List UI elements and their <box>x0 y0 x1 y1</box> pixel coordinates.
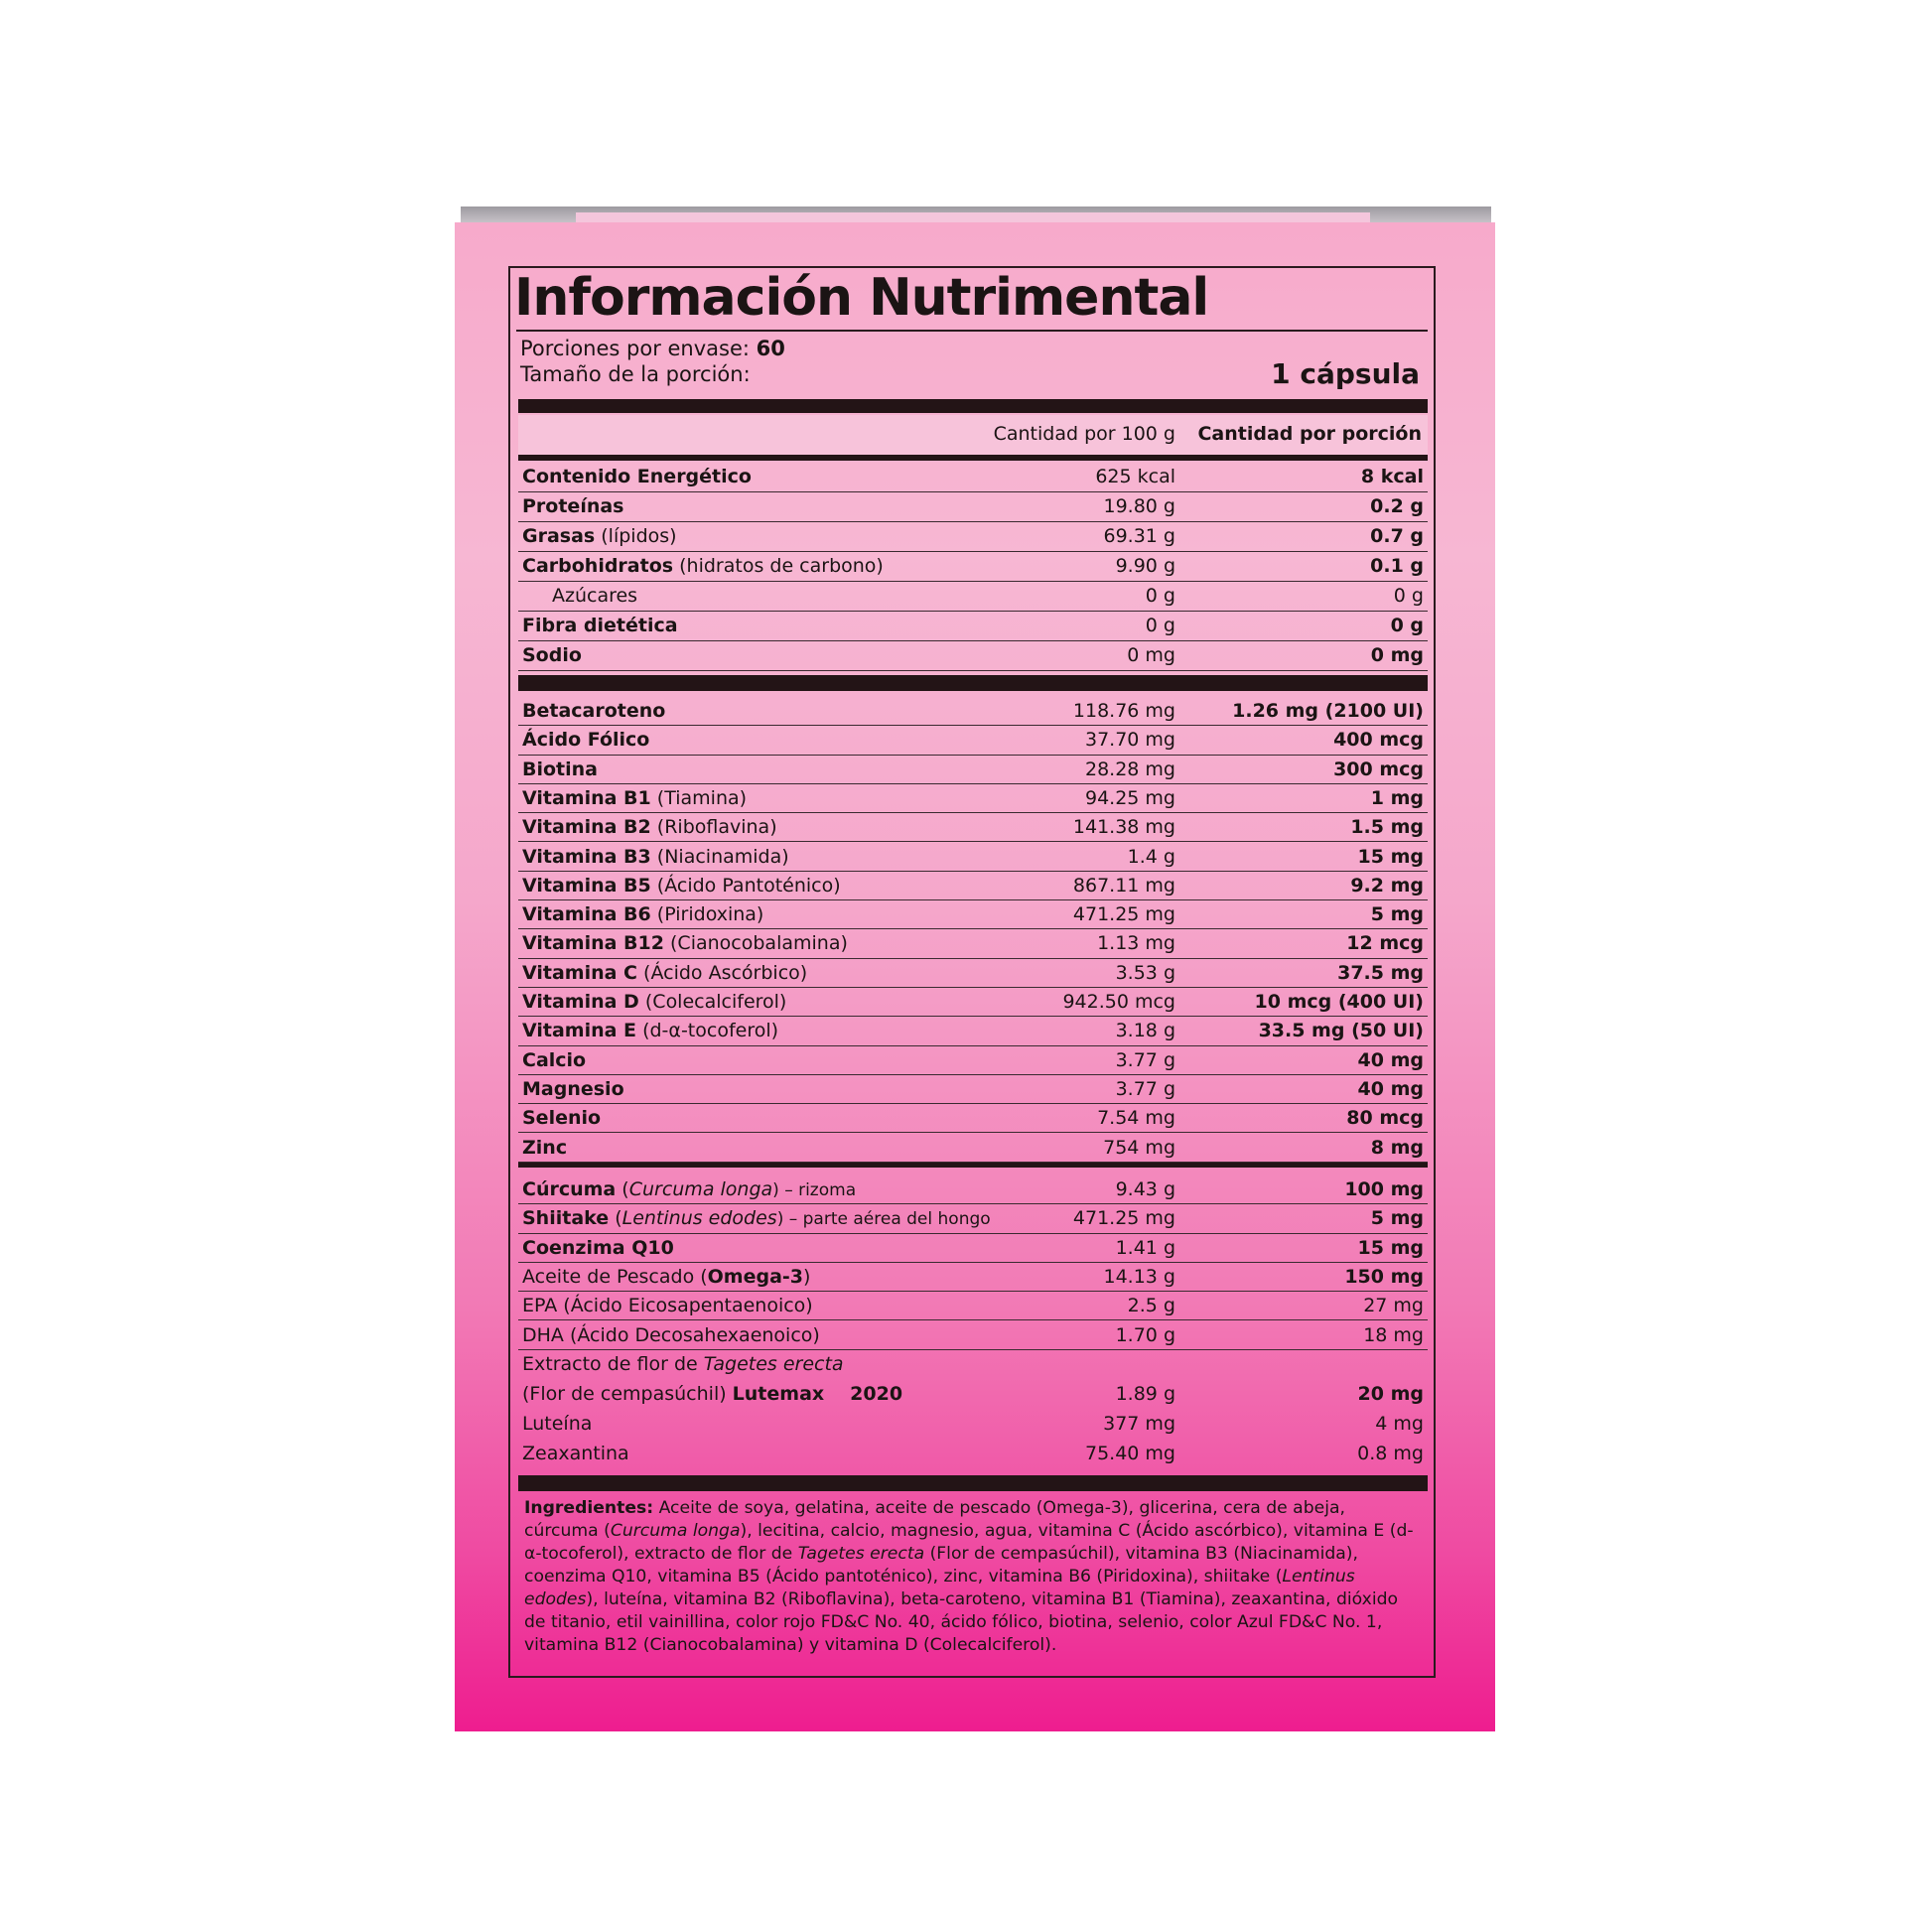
amount-per-100g: 1.13 mg <box>1097 932 1175 955</box>
nutrient-name <box>522 700 665 722</box>
nutrient-name <box>522 1237 674 1259</box>
nutrient-detail: (Flor de cempasúchil) <box>522 1382 733 1405</box>
nutrient-name <box>522 816 777 838</box>
amount-per-serving: 400 mcg <box>1333 729 1424 752</box>
nutrient-name <box>522 729 649 751</box>
amount-per-100g: 754 mg <box>1103 1136 1175 1159</box>
amount-per-serving: 15 mg <box>1357 1236 1424 1259</box>
amount-per-100g: 377 mg <box>1103 1412 1175 1435</box>
label-title: Información Nutrimental <box>514 268 1209 328</box>
amount-per-serving: 0.1 g <box>1370 555 1424 577</box>
nutrient-row <box>518 492 1428 522</box>
nutrient-row <box>518 1410 1428 1440</box>
nutrient-detail: ) <box>803 1265 811 1288</box>
ingredients-segment: ), luteína, vitamina B2 (Riboflavina), beta-caroteno, vitamina B1 (Tiamina), zeaxantina, dióxido de titanio, etil vainillina, color rojo FD&C No. 40, ácido fólico, biotina, selenio, color Azul FD&C No. 1, vitamina B12 (Cianocobalamina) y vitamina D (Colecalciferol). <box>524 1589 1399 1655</box>
nutrient-name <box>522 1020 778 1041</box>
amount-per-serving: 18 mg <box>1363 1323 1424 1346</box>
nutrient-bold-name: Zinc <box>522 1136 568 1159</box>
nutrient-row <box>518 1046 1428 1075</box>
amount-per-serving: 0.7 g <box>1370 525 1424 547</box>
nutrient-detail: Aceite de Pescado ( <box>522 1265 708 1288</box>
amount-per-100g: 19.80 g <box>1103 495 1175 517</box>
nutrient-detail: DHA (Ácido Decosahexaenoico) <box>522 1323 820 1346</box>
nutrient-bold-name: Biotina <box>522 758 598 780</box>
nutrient-bold-name: Cúrcuma <box>522 1178 617 1200</box>
amount-per-100g: 867.11 mg <box>1072 874 1175 897</box>
amount-per-100g: 3.77 g <box>1115 1048 1175 1071</box>
ingredients-segment: (Flor de cempasúchil), vitamina B3 (Niacinamida), coenzima Q10, vitamina B5 (Ácido pantoténico), zinc, vitamina B6 (Piridoxina), shiitake ( <box>524 1544 1358 1587</box>
thick-divider <box>518 675 1428 691</box>
amount-per-serving: 100 mg <box>1344 1178 1424 1200</box>
amount-per-100g: 625 kcal <box>1095 466 1175 487</box>
amount-per-100g: 3.77 g <box>1115 1077 1175 1100</box>
nutrient-name <box>522 1413 592 1435</box>
nutrient-bold-name: Vitamina D <box>522 991 639 1013</box>
amount-per-100g: 1.41 g <box>1115 1236 1175 1259</box>
ingredients-list <box>524 1498 1414 1655</box>
amount-per-100g: 471.25 mg <box>1072 903 1175 926</box>
nutrient-row <box>518 1234 1428 1263</box>
nutrient-bold-name: Vitamina B12 <box>522 932 664 955</box>
nutrient-detail: (Riboflavina) <box>650 816 777 839</box>
nutrient-row <box>518 929 1428 958</box>
amount-per-serving: 27 mg <box>1363 1295 1424 1317</box>
header-divider <box>518 455 1428 461</box>
amount-per-serving: 40 mg <box>1357 1048 1424 1071</box>
nutrient-row <box>518 843 1428 872</box>
nutrient-name <box>522 1107 601 1129</box>
ingredients-label: Ingredientes: <box>524 1498 654 1518</box>
nutrient-bold-name: Vitamina E <box>522 1020 637 1042</box>
nutrient-detail: Zeaxantina <box>522 1442 629 1464</box>
amount-per-serving: 37.5 mg <box>1337 961 1424 984</box>
servings-value: 60 <box>756 337 785 360</box>
amount-per-serving: 8 mg <box>1370 1136 1424 1159</box>
amount-per-100g: 3.53 g <box>1115 961 1175 984</box>
amount-per-100g: 0 g <box>1145 615 1175 636</box>
nutrient-row <box>518 1321 1428 1350</box>
nutrient-detail: ( <box>609 1207 622 1230</box>
brand-year: 2020 <box>850 1382 903 1405</box>
nutrient-name <box>522 1049 586 1071</box>
nutrient-bold-name: Vitamina B6 <box>522 903 651 926</box>
amount-per-100g: 1.4 g <box>1127 845 1175 868</box>
nutrient-row <box>518 1175 1428 1204</box>
nutrient-detail: (Tiamina) <box>650 786 748 809</box>
nutrient-bold-name: Sodio <box>522 644 582 666</box>
nutrient-detail: (Colecalciferol) <box>638 991 787 1013</box>
amount-per-100g: 9.43 g <box>1115 1178 1175 1200</box>
amount-per-serving: 0 g <box>1390 615 1424 636</box>
col-per-serving: Cantidad por porción <box>1197 423 1422 445</box>
amount-per-serving: 5 mg <box>1370 903 1424 926</box>
amount-per-serving: 4 mg <box>1375 1412 1424 1435</box>
amount-per-100g: 0 mg <box>1127 644 1175 666</box>
nutrient-row <box>518 552 1428 582</box>
amount-per-100g: 942.50 mcg <box>1062 991 1175 1013</box>
nutrient-bold-name: Vitamina B3 <box>522 845 651 868</box>
nutrient-detail: Azúcares <box>552 585 638 607</box>
amount-per-100g: 28.28 mg <box>1084 758 1175 780</box>
servings-label: Porciones por envase: <box>520 337 750 360</box>
amount-per-100g: 3.18 g <box>1115 1020 1175 1042</box>
amount-per-serving: 8 kcal <box>1360 466 1424 487</box>
nutrient-name <box>522 644 582 666</box>
nutrient-detail: EPA (Ácido Eicosapentaenoico) <box>522 1295 813 1317</box>
serving-size-value: 1 cápsula <box>1271 357 1420 390</box>
scientific-name: Tagetes erecta <box>797 1544 925 1564</box>
amount-per-100g: 471.25 mg <box>1072 1207 1175 1230</box>
nutrient-name <box>522 1324 820 1346</box>
nutrient-row <box>518 813 1428 842</box>
amount-per-100g: 94.25 mg <box>1084 786 1175 809</box>
nutrient-bold-name: Selenio <box>522 1107 602 1130</box>
scientific-name: Tagetes erecta <box>703 1352 844 1375</box>
amount-per-100g: 2.5 g <box>1127 1295 1175 1317</box>
nutrient-name <box>522 1443 629 1464</box>
ingredients-segment: ), lecitina, calcio, magnesio, agua, vitamina C (Ácido ascórbico), vitamina E (d-α-tocoferol), extracto de flor de <box>524 1521 1414 1564</box>
amount-per-serving: 150 mg <box>1344 1265 1424 1288</box>
nutrient-row <box>518 1104 1428 1133</box>
scientific-name: Curcuma longa <box>628 1178 773 1200</box>
nutrient-row <box>518 756 1428 784</box>
nutrient-bold-name: Omega-3 <box>707 1265 804 1288</box>
nutrient-row <box>518 522 1428 552</box>
nutrient-name <box>522 1353 844 1375</box>
nutrient-row <box>518 872 1428 900</box>
nutrient-row <box>518 463 1428 492</box>
nutrient-bold-name: Betacaroteno <box>522 700 666 722</box>
nutrient-name <box>522 846 789 868</box>
nutrient-detail: (Cianocobalamina) <box>663 932 848 955</box>
nutrient-name <box>522 1078 624 1100</box>
amount-per-serving: 15 mg <box>1357 845 1424 868</box>
nutrient-name <box>522 555 884 577</box>
amount-per-serving: 10 mcg (400 UI) <box>1254 991 1424 1013</box>
nutrient-row <box>518 1017 1428 1045</box>
nutrient-bold-name: Shiitake <box>522 1207 610 1230</box>
nutrient-name <box>522 1207 991 1229</box>
amount-per-100g: 69.31 g <box>1103 525 1175 547</box>
nutrient-bold-name: Vitamina B5 <box>522 874 651 897</box>
nutrient-row <box>518 1134 1428 1163</box>
nutrient-detail: ( <box>616 1178 629 1200</box>
amount-per-100g: 118.76 mg <box>1072 700 1175 722</box>
nutrient-row <box>518 697 1428 726</box>
amount-per-100g: 1.89 g <box>1115 1382 1175 1405</box>
amount-per-serving: 80 mcg <box>1346 1107 1424 1130</box>
amount-per-100g: 0 g <box>1145 585 1175 607</box>
nutrient-detail: (Niacinamida) <box>650 845 789 868</box>
nutrient-row <box>518 641 1428 671</box>
nutrient-bold-name: Carbohidratos <box>522 555 674 577</box>
nutrient-name <box>522 495 624 517</box>
nutrient-bold-name: Grasas <box>522 525 596 547</box>
nutrient-detail: (Piridoxina) <box>650 903 764 926</box>
serving-size-label: Tamaño de la porción: <box>520 362 751 386</box>
nutrient-name <box>522 875 841 897</box>
scientific-name: Curcuma longa <box>610 1521 741 1541</box>
nutrient-row <box>518 988 1428 1017</box>
medium-divider <box>518 1163 1428 1168</box>
amount-per-serving: 9.2 mg <box>1350 874 1424 897</box>
nutrient-row <box>518 1380 1428 1410</box>
nutrient-name <box>522 615 678 636</box>
nutrient-detail: (hidratos de carbono) <box>673 555 884 577</box>
nutrient-detail: ) – rizoma <box>772 1180 857 1200</box>
servings-info <box>520 336 785 387</box>
nutrient-name <box>522 962 807 984</box>
nutrient-name <box>522 1137 567 1159</box>
nutrient-bold-name: Contenido Energético <box>522 466 752 487</box>
nutrient-row <box>518 1204 1428 1233</box>
nutrient-detail: Extracto de flor de <box>522 1352 704 1375</box>
nutrient-name <box>522 1295 813 1316</box>
title-divider <box>516 330 1428 332</box>
ingredients-segment: Aceite de soya, gelatina, aceite de pescado (Omega-3), glicerina, cera de abeja, cúrcuma ( <box>524 1498 1345 1541</box>
nutrient-name <box>522 991 786 1013</box>
nutrient-row <box>518 900 1428 929</box>
amount-per-serving: 0 mg <box>1370 644 1424 666</box>
nutrient-row <box>518 1350 1428 1380</box>
nutrient-bold-name: Ácido Fólico <box>522 729 650 752</box>
amount-per-serving: 1.26 mg (2100 UI) <box>1232 700 1424 722</box>
amount-per-serving: 1 mg <box>1370 786 1424 809</box>
nutrient-row <box>518 959 1428 988</box>
col-per-100g: Cantidad por 100 g <box>993 423 1175 445</box>
nutrient-detail: Luteína <box>522 1412 593 1435</box>
amount-per-serving: 300 mcg <box>1333 758 1424 780</box>
nutrient-name <box>522 903 763 925</box>
amount-per-serving: 12 mcg <box>1346 932 1424 955</box>
nutrient-detail: ) – parte aérea del hongo <box>776 1209 991 1230</box>
nutrient-bold-name: Magnesio <box>522 1077 624 1100</box>
nutrient-row <box>518 582 1428 612</box>
nutrient-detail: (Ácido Ascórbico) <box>637 961 808 984</box>
nutrient-bold-name: Fibra dietética <box>522 615 678 636</box>
nutrient-detail: (Ácido Pantoténico) <box>650 874 841 897</box>
nutrient-row <box>518 726 1428 755</box>
thick-divider <box>518 1475 1428 1491</box>
nutrient-detail: (d-α-tocoferol) <box>636 1020 779 1042</box>
amount-per-100g: 14.13 g <box>1103 1265 1175 1288</box>
nutrient-detail: (lípidos) <box>595 525 677 547</box>
amount-per-serving: 0 g <box>1393 585 1424 607</box>
amount-per-serving: 0.8 mg <box>1357 1442 1424 1464</box>
amount-per-serving: 1.5 mg <box>1350 816 1424 839</box>
nutrient-row <box>518 1440 1428 1469</box>
nutrient-bold-name: Vitamina B2 <box>522 816 651 839</box>
nutrient-bold-name: Coenzima Q10 <box>522 1236 674 1259</box>
nutrient-bold-name: Vitamina C <box>522 961 638 984</box>
nutrient-row <box>518 1075 1428 1104</box>
nutrient-name <box>522 932 848 954</box>
nutrient-name <box>522 759 598 780</box>
nutrient-name <box>552 585 637 607</box>
amount-per-serving: 33.5 mg (50 UI) <box>1258 1020 1424 1042</box>
amount-per-100g: 1.70 g <box>1115 1323 1175 1346</box>
nutrient-name <box>522 1383 902 1405</box>
nutrient-bold-name: Vitamina B1 <box>522 786 651 809</box>
nutrient-row <box>518 1292 1428 1320</box>
nutrient-name <box>522 1178 856 1200</box>
nutrient-row <box>518 784 1428 813</box>
amount-per-100g: 141.38 mg <box>1072 816 1175 839</box>
amount-per-100g: 75.40 mg <box>1084 1442 1175 1464</box>
amount-per-serving: 20 mg <box>1357 1382 1424 1405</box>
nutrient-name <box>522 787 747 809</box>
nutrient-bold-name: Calcio <box>522 1048 587 1071</box>
thick-divider <box>518 399 1428 413</box>
nutrient-name <box>522 525 677 547</box>
brand-name: Lutemax <box>732 1382 825 1405</box>
amount-per-serving: 5 mg <box>1370 1207 1424 1230</box>
nutrient-row <box>518 1263 1428 1292</box>
nutrient-name <box>522 1266 810 1288</box>
scientific-name: Lentinus edodes <box>524 1567 1355 1609</box>
amount-per-100g: 9.90 g <box>1115 555 1175 577</box>
nutrient-bold-name: Proteínas <box>522 495 624 517</box>
amount-per-serving: 40 mg <box>1357 1077 1424 1100</box>
nutrient-row <box>518 612 1428 641</box>
column-header <box>518 415 1428 455</box>
ingredients-text <box>524 1497 1424 1657</box>
amount-per-100g: 7.54 mg <box>1097 1107 1175 1130</box>
amount-per-100g: 37.70 mg <box>1084 729 1175 752</box>
nutrient-name <box>522 466 752 487</box>
scientific-name: Lentinus edodes <box>621 1207 777 1230</box>
amount-per-serving: 0.2 g <box>1370 495 1424 517</box>
